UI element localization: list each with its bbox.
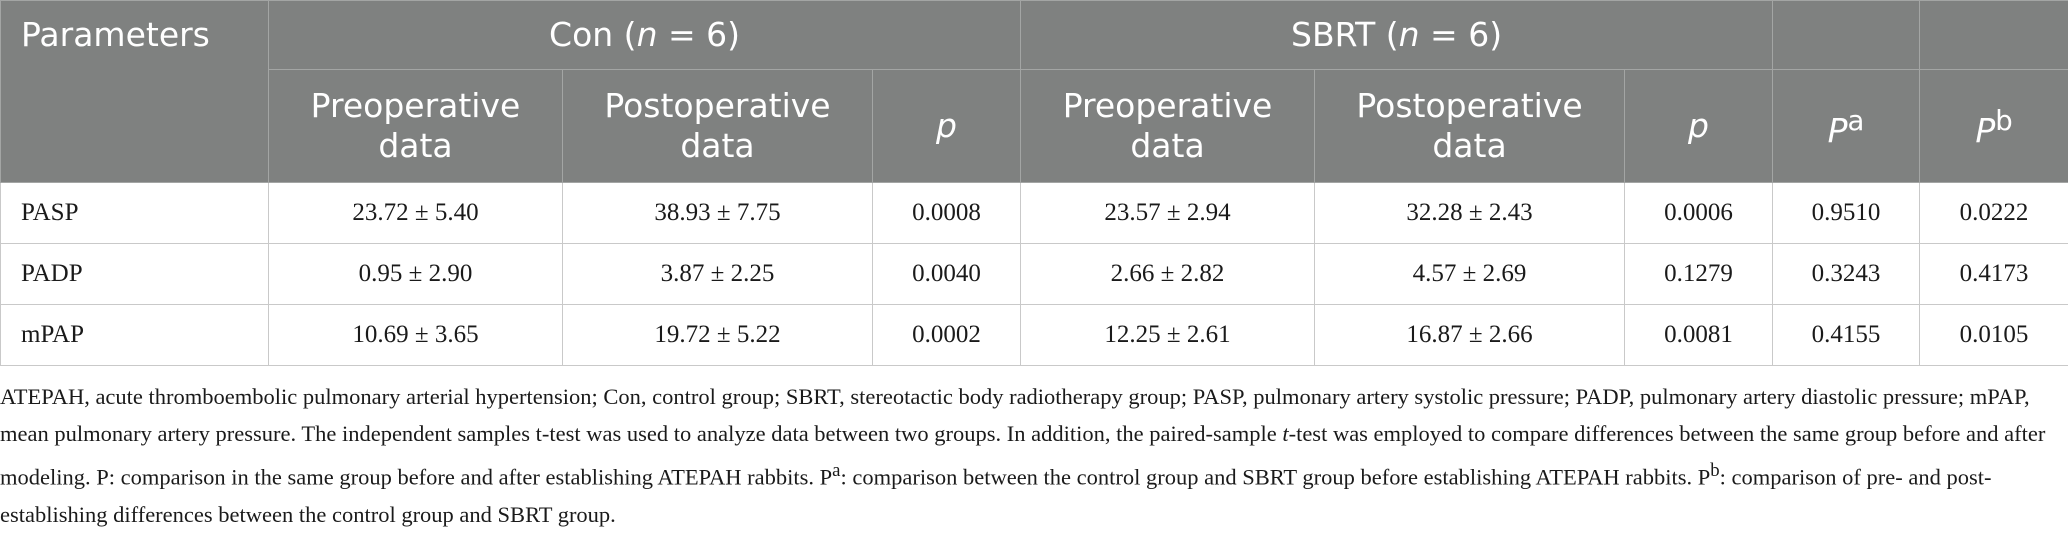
header-con-p: p <box>873 70 1021 183</box>
cell-con-p: 0.0002 <box>873 305 1021 366</box>
cell-con-p: 0.0040 <box>873 244 1021 305</box>
header-con-preoperative: Preoperative data <box>269 70 563 183</box>
table-row <box>1 244 2068 305</box>
header-blank-pa <box>1773 1 1920 70</box>
row-parameter: PADP <box>1 244 269 305</box>
header-pa: $P^a$ <box>1773 70 1920 183</box>
cell-con-pre: 0.95 ± 2.90 <box>269 244 563 305</box>
cell-con-post: 38.93 ± 7.75 <box>563 183 873 244</box>
table-row <box>1 183 2068 244</box>
cell-sbrt-p: 0.0006 <box>1625 183 1773 244</box>
header-blank-pb <box>1920 1 2068 70</box>
row-parameter: mPAP <box>1 305 269 366</box>
cell-sbrt-post: 16.87 ± 2.66 <box>1315 305 1625 366</box>
cell-sbrt-post: 4.57 ± 2.69 <box>1315 244 1625 305</box>
cell-pb: 0.4173 <box>1920 244 2068 305</box>
cell-pa: 0.9510 <box>1773 183 1920 244</box>
header-group-con: Con (n = 6) <box>269 1 1021 70</box>
cell-sbrt-post: 32.28 ± 2.43 <box>1315 183 1625 244</box>
cell-sbrt-p: 0.1279 <box>1625 244 1773 305</box>
cell-con-post: 3.87 ± 2.25 <box>563 244 873 305</box>
header-row-groups <box>1 1 2068 70</box>
cell-con-p: 0.0008 <box>873 183 1021 244</box>
cell-pb: 0.0105 <box>1920 305 2068 366</box>
cell-sbrt-p: 0.0081 <box>1625 305 1773 366</box>
footnote-text: ATEPAH, acute thromboembolic pulmonary arterial hypertension; Con, control group; SBRT, stereotactic body radiotherapy group; PASP, pulmonary artery systolic pressure; PADP, pulmonary artery diastolic pressure; mPAP, mean pulmonary artery pressure. The independent samples t-test was used to analyze data between two groups. In addition, the paired-sample t-test was employed to compare differences between the same group before and after modeling. P: comparison in the same group before and after establishing ATEPAH rabbits. $P^a$: comparison between the control group and SBRT group before establishing ATEPAH rabbits. $P^b$: comparison of pre- and post-establishing differences between the control group and SBRT group. <box>0 378 2068 533</box>
header-pb: $P^b$ <box>1920 70 2068 183</box>
cell-pa: 0.3243 <box>1773 244 1920 305</box>
table-footnote <box>0 378 2068 533</box>
header-sbrt-preoperative: Preoperative data <box>1021 70 1315 183</box>
header-row-columns <box>1 70 2068 183</box>
header-group-sbrt: SBRT (n = 6) <box>1021 1 1773 70</box>
header-con-postoperative: Postoperative data <box>563 70 873 183</box>
cell-con-pre: 23.72 ± 5.40 <box>269 183 563 244</box>
cell-sbrt-pre: 2.66 ± 2.82 <box>1021 244 1315 305</box>
header-sbrt-postoperative: Postoperative data <box>1315 70 1625 183</box>
header-parameters: Parameters <box>1 1 269 183</box>
cell-pa: 0.4155 <box>1773 305 1920 366</box>
cell-sbrt-pre: 12.25 ± 2.61 <box>1021 305 1315 366</box>
cell-pb: 0.0222 <box>1920 183 2068 244</box>
header-sbrt-p: p <box>1625 70 1773 183</box>
cell-con-pre: 10.69 ± 3.65 <box>269 305 563 366</box>
cell-sbrt-pre: 23.57 ± 2.94 <box>1021 183 1315 244</box>
cell-con-post: 19.72 ± 5.22 <box>563 305 873 366</box>
row-parameter: PASP <box>1 183 269 244</box>
table-row <box>1 305 2068 366</box>
